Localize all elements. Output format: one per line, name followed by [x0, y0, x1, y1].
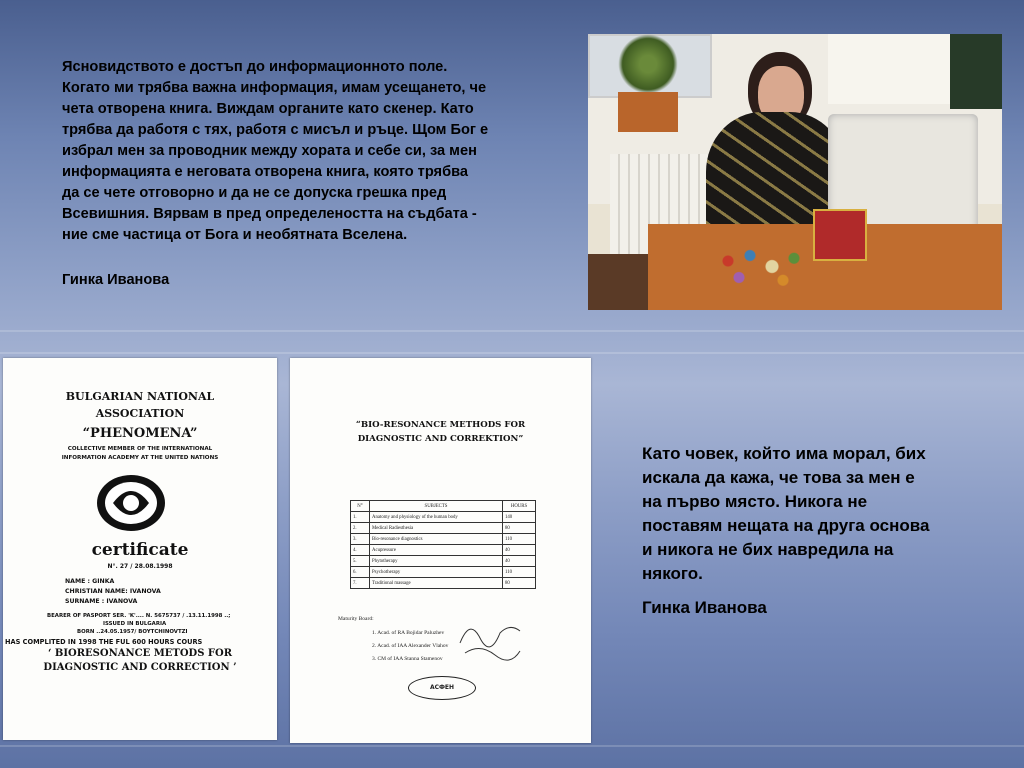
cert-course: DIAGNOSTIC AND CORRECTION ’	[43, 662, 237, 673]
cert-issued: ISSUED IN BULGARIA	[103, 621, 167, 627]
table-cell: Psychotherapy	[370, 567, 503, 578]
table-cell: Traditional massage	[370, 578, 503, 589]
stamp-icon	[408, 676, 476, 700]
quote-line: да се чете отговорно и да не се допуска грешка пред	[62, 185, 447, 201]
cert-org-name: “PHENOMENA”	[82, 426, 198, 441]
cert-member-line: COLLECTIVE MEMBER OF THE INTERNATIONAL	[67, 446, 213, 452]
background-wave	[0, 745, 1024, 747]
table-cell: 80	[503, 578, 536, 589]
author-name-top: Гинка Иванова	[62, 272, 170, 288]
diploma-title: DIAGNOSTIC AND CORREKTION”	[357, 434, 524, 444]
table-cell: Medical Radiesthesia	[370, 523, 503, 534]
table-row	[351, 556, 536, 567]
signature-icon	[455, 613, 525, 663]
table-cell: 1.	[351, 512, 370, 523]
certificate-document	[3, 358, 277, 740]
table-cell: 6.	[351, 567, 370, 578]
cert-title: certificate	[91, 540, 189, 560]
cert-number: N°. 27 / 28.08.1998	[107, 563, 173, 570]
table-cell: 140	[503, 512, 536, 523]
table-cell: Phytotherapy	[370, 556, 503, 567]
cert-christian-name: CHRISTIAN NAME: IVANOVA	[65, 588, 161, 595]
diploma-title: “BIO-RESONANCE METHODS FOR	[355, 420, 526, 430]
table-cell: Acupressure	[370, 545, 503, 556]
table-cell: 3.	[351, 534, 370, 545]
cert-born: BORN ..24.05.1957/ BOYTCHINOVTZI	[77, 629, 188, 635]
cert-course: ‘ BIORESONANCE METODS FOR	[47, 648, 233, 659]
cert-name: NAME : GINKA	[65, 578, 115, 585]
table-row	[351, 512, 536, 523]
quote-text-bottom	[642, 442, 987, 586]
table-cell: 5.	[351, 556, 370, 567]
board-member: 2. Acad. of IAA Alexander Vlahov	[372, 643, 449, 649]
quote-line: и никога не бих навредила на	[642, 540, 894, 559]
table-row	[351, 523, 536, 534]
quote-line: избрал мен за проводник между хората и себе си, за мен	[62, 143, 477, 159]
quote-line: информацията е неговата отворена книга, която трябва	[62, 164, 468, 180]
table-row	[351, 545, 536, 556]
table-cell: 40	[503, 556, 536, 567]
table-cell: 2.	[351, 523, 370, 534]
table-row	[351, 578, 536, 589]
background-wave	[0, 330, 1024, 332]
table-cell: 7.	[351, 578, 370, 589]
table-header-row	[351, 501, 536, 512]
cert-passport: BEARER OF PASPORT SER. 'K'.... N. 5675737 / .13.11.1998 ..;	[47, 613, 231, 619]
background-wave	[0, 352, 1024, 354]
stamp-text: АСФЕН	[429, 684, 455, 691]
table-cell: Anatomy and physiology of the human body	[370, 512, 503, 523]
table-header: N°	[351, 501, 370, 512]
cert-completed: HAS COMPLITED IN 1998 THE FUL 600 HOURS COURS	[5, 638, 203, 646]
subjects-table	[350, 500, 536, 589]
quote-line: трябва да работя с тях, работя с мисъл и ръце. Щом Бог е	[62, 122, 489, 138]
table-cell: 4.	[351, 545, 370, 556]
table-cell: Bio-resonance diagnostics	[370, 534, 503, 545]
cert-org-line: BULGARIAN NATIONAL	[65, 390, 215, 403]
diploma-document	[290, 358, 591, 743]
cert-surname: SURNAME : IVANOVA	[65, 598, 138, 605]
board-member: 3. CM of IAA Stanna Stamenov	[372, 656, 443, 662]
quote-line: искала да кажа, че това за мен е	[642, 468, 915, 487]
table-row	[351, 567, 536, 578]
phenomena-logo-icon	[95, 473, 167, 533]
quote-line: на първо място. Никога не	[642, 492, 868, 511]
quote-text-top	[62, 57, 567, 246]
cert-org-line: ASSOCIATION	[95, 407, 185, 420]
quote-line: някого.	[642, 564, 703, 583]
quote-line: Всевишния. Вярвам в пред определеността на съдбата -	[62, 206, 477, 222]
quote-line: чета отворена книга. Виждам органите като скенер. Като	[62, 101, 474, 117]
board-member: 1. Acad. of RA Bojidar Paluzhev	[372, 630, 445, 636]
quote-line: Ясновидството е достъп до информационното поле.	[62, 59, 448, 75]
quote-line: поставям нещата на друга основа	[642, 516, 930, 535]
cert-member-line: INFORMATION ACADEMY AT THE UNITED NATIONS	[61, 455, 219, 461]
author-name-bottom: Гинка Иванова	[642, 598, 767, 617]
board-label: Maturity Board:	[338, 616, 374, 622]
table-cell: 40	[503, 545, 536, 556]
portrait-photo	[588, 34, 1002, 310]
table-cell: 110	[503, 534, 536, 545]
table-cell: 110	[503, 567, 536, 578]
table-row	[351, 534, 536, 545]
table-header: HOURS	[503, 501, 536, 512]
quote-line: Когато ми трябва важна информация, имам усещането, че	[62, 80, 487, 96]
quote-line: ние сме частица от Бога и необятната Вселена.	[62, 227, 408, 243]
table-header: SUBJECTS	[370, 501, 503, 512]
quote-line: Като човек, който има морал, бих	[642, 444, 926, 463]
table-cell: 80	[503, 523, 536, 534]
